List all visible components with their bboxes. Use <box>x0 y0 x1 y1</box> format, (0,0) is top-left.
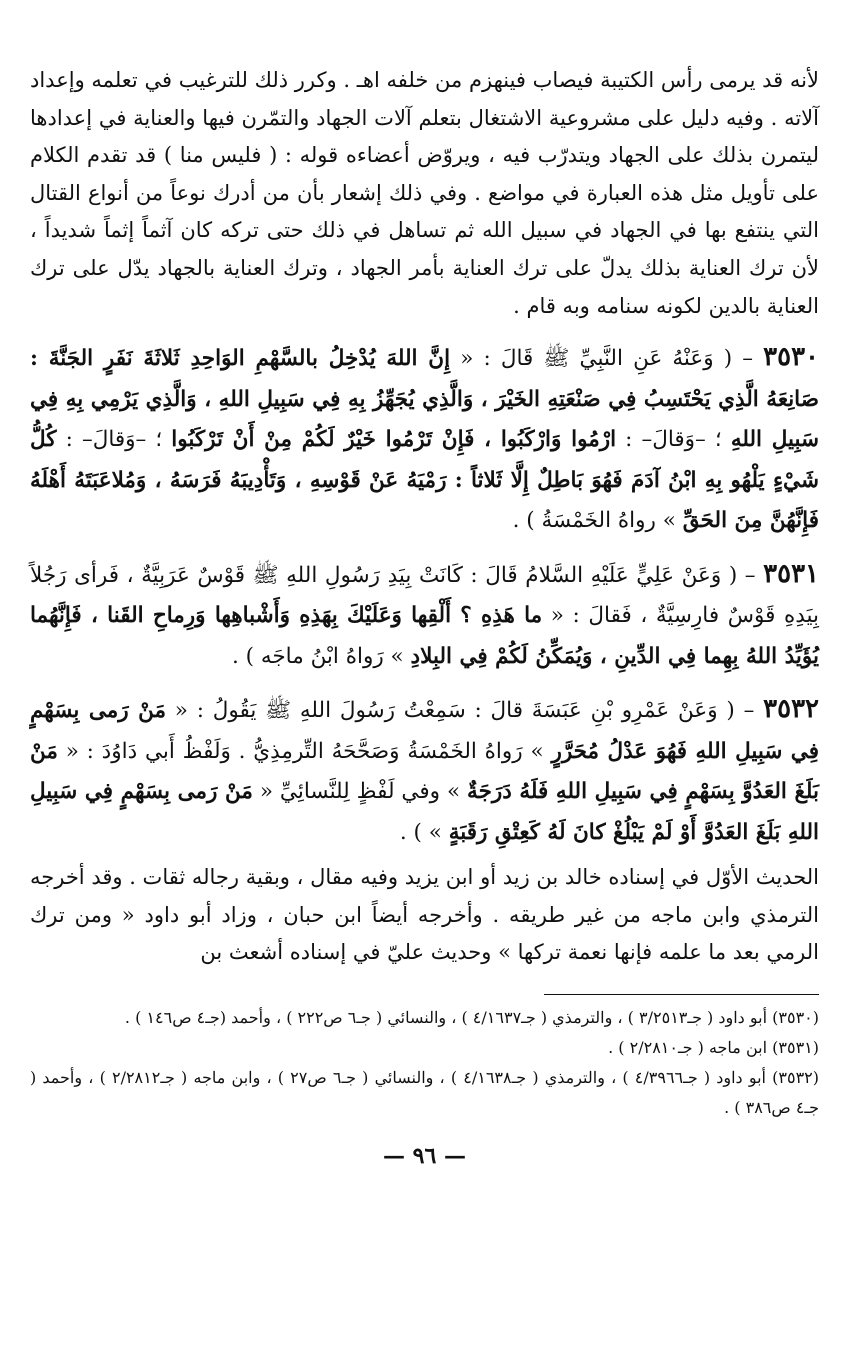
footnotes <box>30 1003 819 1123</box>
commentary-paragraph: الحديث الأوّل في إسناده خالد بن زيد أو ابن يزيد وفيه مقال ، وبقية رجاله ثقات . وقد أخرجه الترمذي وابن ماجه من غير طريقه . وأخرجه أيضاً ابن حبان ، وزاد أبو داود « ومن ترك الرمي بعد ما علمه فإنها نعمة تركها » وحديث عليّ في إسناده أشعث بن <box>30 865 819 965</box>
footnote: (٣٥٣٢) أبو داود ( جـ٤/٣٩٦٦ ) ، والترمذي ( جـ٤/١٦٣٨ ) ، والنسائي ( جـ٦ ص٢٧ ) ، وابن ماجه ( جـ٢/٢٨١٢ ) ، وأحمد ( جـ٤ ص٣٨٦ ) . <box>30 1067 820 1117</box>
hadith-number: ٣٥٣٢ <box>763 694 819 725</box>
hadith-text: » رَواهُ الخَمْسَةُ وَصَحَّحَهُ التِّرمِذِيُّ . وَلَفْظُ أَبي دَاوُدَ : « <box>57 738 552 764</box>
hadith-text-bold: مَنْ رَمى بِسَهْمٍ فِي سَبِيلِ اللهِ فَهُوَ عَدْلُ مُحَرَّرٍ <box>30 698 819 764</box>
hadith-list <box>30 337 819 853</box>
hadith-text: » رَواهُ ابْنُ ماجَه ) . <box>231 643 411 669</box>
footnote: (٣٥٣٠) أبو داود ( جـ٣/٢٥١٣ ) ، والترمذي ( جـ٤/١٦٣٧ ) ، والنسائي ( جـ٦ ص٢٢٢ ) ، وأحمد (جـ٤ ص١٤٦ ) . <box>124 1007 819 1027</box>
hadith-text: – ( وَعَنْ عَمْرِو بْنِ عَبَسَةَ قالَ : سَمِعْتُ رَسُولَ اللهِ ﷺ يَقُولُ : « <box>165 698 764 724</box>
footnote: (٣٥٣١) ابن ماجه ( جـ٢/٢٨١٠ ) . <box>608 1037 819 1057</box>
hadith-entry <box>30 554 819 678</box>
hadith-text-bold: مَنْ بَلَغَ العَدُوَّ بِسَهْمٍ فِي سَبِيلِ اللهِ فَلَهُ دَرَجَةٌ <box>30 738 819 805</box>
hadith-text-bold: إِنَّ اللهَ يُدْخِلُ بالسَّهْمِ الوَاحِدِ ثَلاثَةَ نَفَرٍ الجَنَّةَ : صَانِعَهُ الَّذِي يَحْتَسِبُ فِي صَنْعَتِهِ الخَيْرَ ، وَالَّذِي يُجَهِّزُ بِهِ فِي سَبِيلِ اللهِ ، وَالَّذِي يَرْمِي بِهِ فِي سَبِيلِ اللهِ <box>30 346 819 453</box>
hadith-text: » وفي لَفْظٍ لِلنَّسائِيِّ « <box>252 779 468 805</box>
hadith-text: ؛ –وَقالَ– : <box>56 427 172 453</box>
hadith-number: ٣٥٣١ <box>763 558 819 589</box>
intro-paragraph: لأنه قد يرمى رأس الكتيبة فيصاب فينهزم من خلفه اهـ . وكرر ذلك للترغيب في تعلمه وإعداد آلاته . وفيه دليل على مشروعية الاشتغال بتعلم آلات الجهاد والتمّرن فيها والعناية في إعدادها ليتمرن بذلك على الجهاد ويتدرّب فيه ، ويروّض أعضاءه قوله : ( فليس منا ) قد تقدم الكلام على تأويل مثل هذه العبارة في مواضع . وفي ذلك إشعار بأن من أدرك نوعاً من أنواع القتال التي ينتفع بها في الجهاد في سبيل الله ثم تساهل في ذلك حتى تركه كان آثماً إثماً شديداً ، لأن ترك العناية بذلك يدلّ على ترك العناية بأمر الجهاد ، وترك العناية بالجهاد يدّل على ترك العناية بالدين لكونه سنامه وبه قام . <box>30 68 819 318</box>
hadith-text: » رواهُ الخَمْسَةُ ) . <box>512 508 683 534</box>
hadith-entry <box>30 689 819 853</box>
hadith-text: » ) . <box>399 819 449 845</box>
hadith-text-bold: ارْمُوا وَارْكَبُوا ، فَإِنْ تَرْمُوا خَيْرٌ لَكُمْ مِنْ أَنْ تَرْكَبُوا <box>171 427 617 453</box>
hadith-entry <box>30 337 819 542</box>
hadith-text-bold: كُلُّ شَيْءٍ يَلْهُو بِهِ ابْنُ آدَمَ فَهُوَ بَاطِلٌ إِلَّا ثَلاثاً : رَمْيَهُ عَنْ قَوْسِهِ ، وَتَأْدِيبَهُ فَرَسَهُ ، وَمُلاعَبَتَهُ أَهْلَهُ فَإِنَّهُنَّ مِنَ الحَقِّ <box>30 427 819 534</box>
footnote-separator <box>544 994 819 995</box>
hadith-number: ٣٥٣٠ <box>763 342 820 373</box>
hadith-text-bold: ما هَذِهِ ؟ أَلْقِها وَعَلَيْكَ بِهَذِهِ وَأَشْباهِها وَرِماحِ القَنا ، فَإِنَّهُما يُؤَيِّدُ اللهُ بِهِما فِي الدِّينِ ، وَيُمَكِّنُ لَكُمْ فِي البِلادِ <box>30 603 819 669</box>
hadith-text: – ( وَعَنْهُ عَنِ النَّبِيِّ ﷺ قَالَ : « <box>450 346 764 372</box>
hadith-text: ؛ –وَقالَ– : <box>616 427 731 453</box>
page-number: — ٩٦ — <box>383 1142 466 1169</box>
hadith-text-bold: مَنْ رَمى بِسَهْمٍ فِي سَبِيلِ اللهِ بَلَغَ العَدُوَّ أَوْ لَمْ يَبْلُغْ كانَ لَهُ كَعِتْقِ رَقَبَةٍ <box>30 779 819 845</box>
hadith-text: – ( وَعَنْ عَلِيٍّ عَلَيْهِ السَّلامُ قَالَ : كَانَتْ بِيَدِ رَسُولِ اللهِ ﷺ قَوْسٌ عَرَبِيَّةٌ ، فَرأى رَجُلاً بِيَدِهِ قَوْسٌ فارِسِيَّةٌ ، فَقالَ : « <box>30 562 819 629</box>
